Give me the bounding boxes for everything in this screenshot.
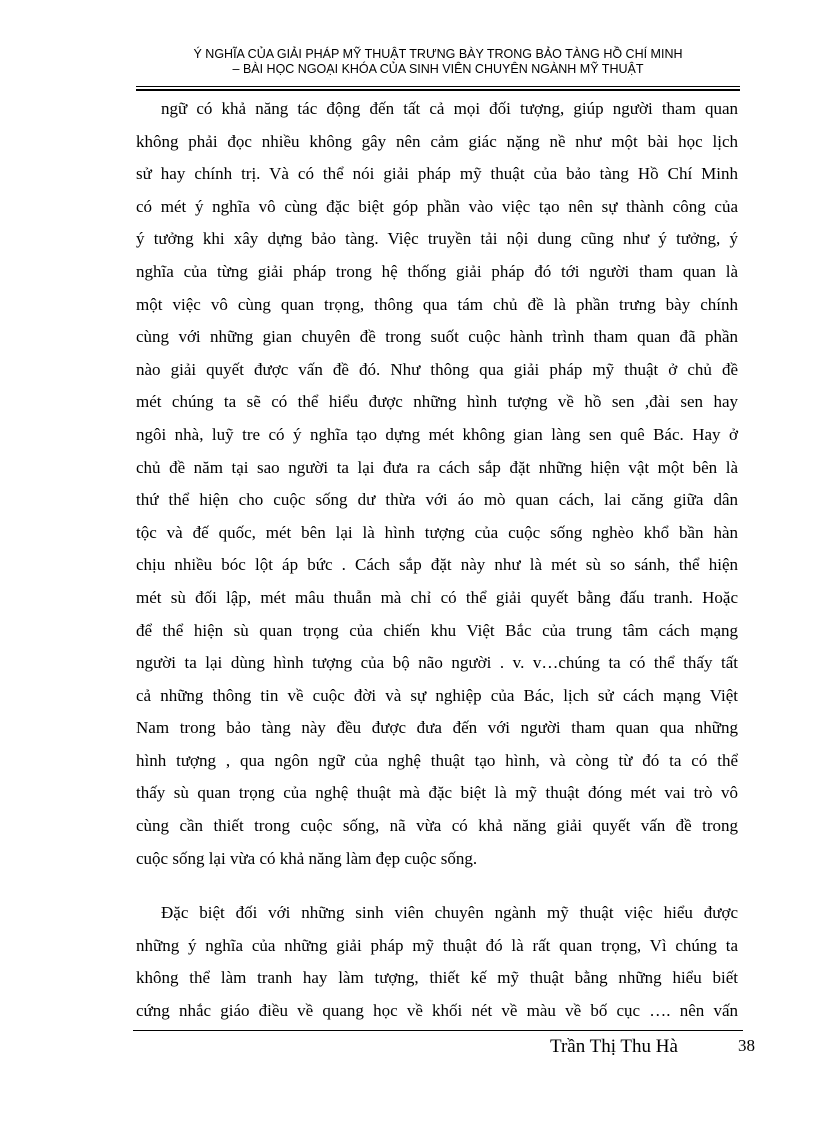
paragraph-1-line: cùng với những gian chuyên đề trong suốt cuộc hành trình tham quan đã phần [136,327,738,347]
paragraph-1-line: hình tượng , qua ngôn ngữ của nghệ thuật tạo hình, và còng từ đó ta có thể [136,750,738,770]
paragraph-1-line: mét sù đối lập, mét mâu thuẫn mà chỉ có thể giải quyết bằng đấu tranh. Hoặc [136,587,738,607]
paragraph-1-line: sử hay chính trị. Và có thể nói giải pháp mỹ thuật của bảo tàng Hồ Chí Minh [136,164,738,184]
paragraph-2-line: Đặc biệt đối với những sinh viên chuyên ngành mỹ thuật việc hiểu được [161,903,738,923]
paragraph-1-line: Nam trong bảo tàng này đều được đưa đến với người tham quan qua những [136,718,738,738]
paragraph-1-line: để thể hiện sù quan trọng của chiến khu Việt Bắc của trung tâm cách mạng [136,620,738,640]
paragraph-1-line: thấy sù quan trọng của nghệ thuật mà đặc biệt là mỹ thuật đóng mét vai trò vô [136,783,738,803]
paragraph-1-line: thứ thể hiện cho cuộc sống dư thừa với áo mò quan cách, lai căng giữa dân [136,490,738,510]
page-number: 38 [738,1036,755,1055]
footer-rule [133,1030,743,1031]
paragraph-1-line: một việc vô cùng quan trọng, thông qua tám chủ đề là phần trưng bày chính [136,294,738,314]
footer-author: Trần Thị Thu Hà [550,1036,678,1057]
paragraph-2-line: không thể làm tranh hay làm tượng, thiết kế mỹ thuật bằng những hiểu biết [136,968,738,988]
paragraph-1-line: chịu nhiều bóc lột áp bức . Cách sắp đặt này như là mét sù so sánh, thể hiện [136,555,738,575]
paragraph-1-line: có mét ý nghĩa vô cùng đặc biệt góp phần vào việc tạo nên sự thành công của [136,196,738,216]
paragraph-1-line: người ta lại dùng hình tượng của bộ não người . v. v…chúng ta có thể thấy tất [136,653,738,673]
header-rule-thick [136,89,740,91]
paragraph-1-line: cả những thông tin về cuộc đời và sự nghiệp của Bác, lịch sử cách mạng Việt [136,685,738,705]
paragraph-1-line: chủ đề năm tại sao người ta lại đưa ra cách sắp đặt những hiện vật một bên là [136,457,738,477]
paragraph-2-line: những ý nghĩa của những giải pháp mỹ thuật đó là rất quan trọng, Vì chúng ta [136,935,738,955]
paragraph-1-line: nào giải quyết được vấn đề đó. Như thông qua giải pháp mỹ thuật ở chủ đề [136,359,738,379]
paragraph-2-line: cứng nhắc giáo điều về quang học về khối nét về màu về bố cục …. nên vấn [136,1001,738,1021]
header-line-1: Ý NGHĨA CỦA GIẢI PHÁP MỸ THUẬT TRƯNG BÀY TRONG BẢO TÀNG HỒ CHÍ MINH [193,47,683,61]
paragraph-1-line: ngôi nhà, luỹ tre có ý nghĩa tạo dựng mét không gian làng sen quê Bác. Hay ở [136,424,738,444]
paragraph-1-line: không phải đọc nhiều không gây nên cảm giác nặng nề như một bài học lịch [136,131,738,151]
running-header [136,47,740,77]
header-line-2: – BÀI HỌC NGOẠI KHÓA CỦA SINH VIÊN CHUYÊN NGÀNH MỸ THUẬT [232,62,644,76]
paragraph-1-line: ý tưởng khi xây dựng bảo tàng. Việc truyền tải nội dung cũng như ý tưởng, ý [136,229,738,249]
paragraph-spacer [136,875,738,897]
paragraph-1-line: ngữ có khả năng tác động đến tất cả mọi đối tượng, giúp người tham quan [161,99,738,118]
paragraph-1-line: nghĩa của từng giải pháp trong hệ thống giải pháp đó tới người tham quan là [136,261,738,281]
paragraph-1-line: cùng cần thiết trong cuộc sống, nã vừa có khả năng giải quyết vấn đề trong [136,816,738,836]
paragraph-1-line: cuộc sống lại vừa có khả năng làm đẹp cuộc sống. [136,848,478,868]
paragraph-1-line: tộc và đế quốc, mét bên lại là hình tượng của cuộc sống nghèo khổ bần hàn [136,522,738,542]
paragraph-1-line: mét chúng ta sẽ có thể hiểu được những hình tượng về hồ sen ,đài sen hay [136,392,738,412]
body-text [136,93,738,1028]
header-rule-thin [136,86,740,87]
